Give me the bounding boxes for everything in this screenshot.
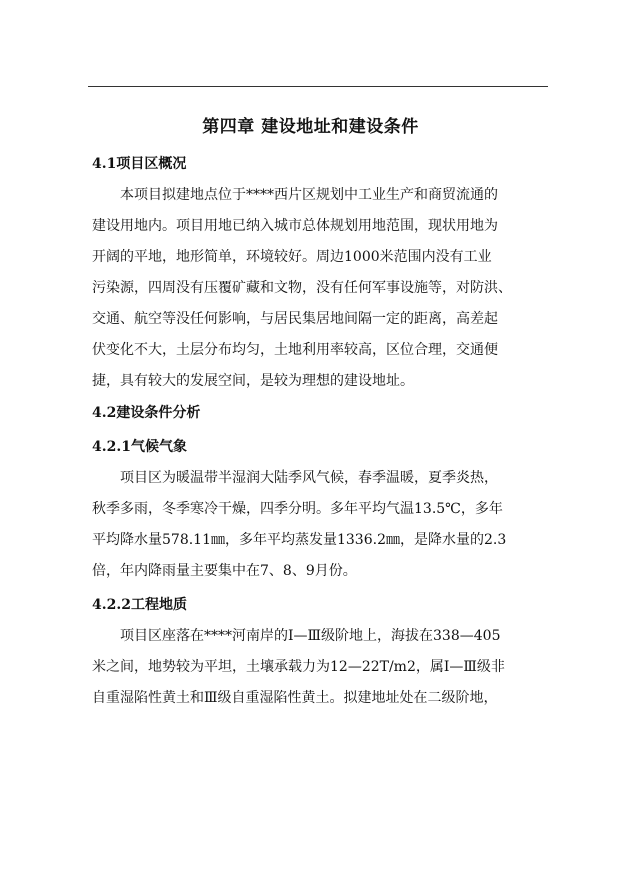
paragraph-line: 倍，年内降雨量主要集中在7、8、9月份。 (92, 563, 357, 579)
chapter-title: 第四章 建设地址和建设条件 (202, 117, 419, 137)
paragraph-line: 秋季多雨，冬季寒冷干燥，四季分明。多年平均气温13.5℃，多年 (92, 501, 503, 517)
section-heading-4-1: 4.1项目区概况 (92, 156, 187, 172)
paragraph-line: 本项目拟建地点位于****西片区规划中工业生产和商贸流通的 (120, 187, 498, 203)
paragraph-line: 建设用地内。项目用地已纳入城市总体规划用地范围，现状用地为 (92, 218, 498, 234)
paragraph-4-2-1 (92, 463, 548, 587)
section-heading-4-2-1: 4.2.1气候气象 (92, 439, 187, 455)
paragraph-line: 伏变化不大，土层分布均匀，土地利用率较高，区位合理，交通便 (92, 342, 498, 358)
paragraph-line: 捷，具有较大的发展空间，是较为理想的建设地址。 (92, 373, 414, 389)
paragraph-line: 项目区座落在****河南岸的Ⅰ—Ⅲ级阶地上，海拔在338—405 (120, 628, 501, 644)
paragraph-line: 污染源，四周没有压覆矿藏和文物，没有任何军事设施等，对防洪、 (92, 280, 512, 296)
header-rule (88, 86, 548, 87)
section-heading-4-2: 4.2建设条件分析 (92, 405, 201, 421)
section-heading-4-2-2: 4.2.2工程地质 (92, 597, 187, 613)
paragraph-line: 交通、航空等没任何影响，与居民集居地间隔一定的距离，高差起 (92, 311, 498, 327)
document-body (92, 150, 548, 714)
paragraph-line: 米之间，地势较为平坦，土壤承载力为12—22T/m2，属Ⅰ—Ⅲ级非 (92, 659, 505, 675)
paragraph-line: 开阔的平地，地形简单，环境较好。周边1000米范围内没有工业 (92, 249, 492, 265)
paragraph-4-1 (92, 180, 548, 397)
paragraph-line: 项目区为暖温带半湿润大陆季风气候，春季温暖，夏季炎热， (120, 470, 498, 486)
paragraph-line: 自重湿陷性黄土和Ⅲ级自重湿陷性黄土。拟建地址处在二级阶地， (92, 690, 498, 706)
paragraph-line: 平均降水量578.11㎜，多年平均蒸发量1336.2㎜，是降水量的2.3 (92, 532, 507, 548)
paragraph-4-2-2 (92, 621, 548, 714)
